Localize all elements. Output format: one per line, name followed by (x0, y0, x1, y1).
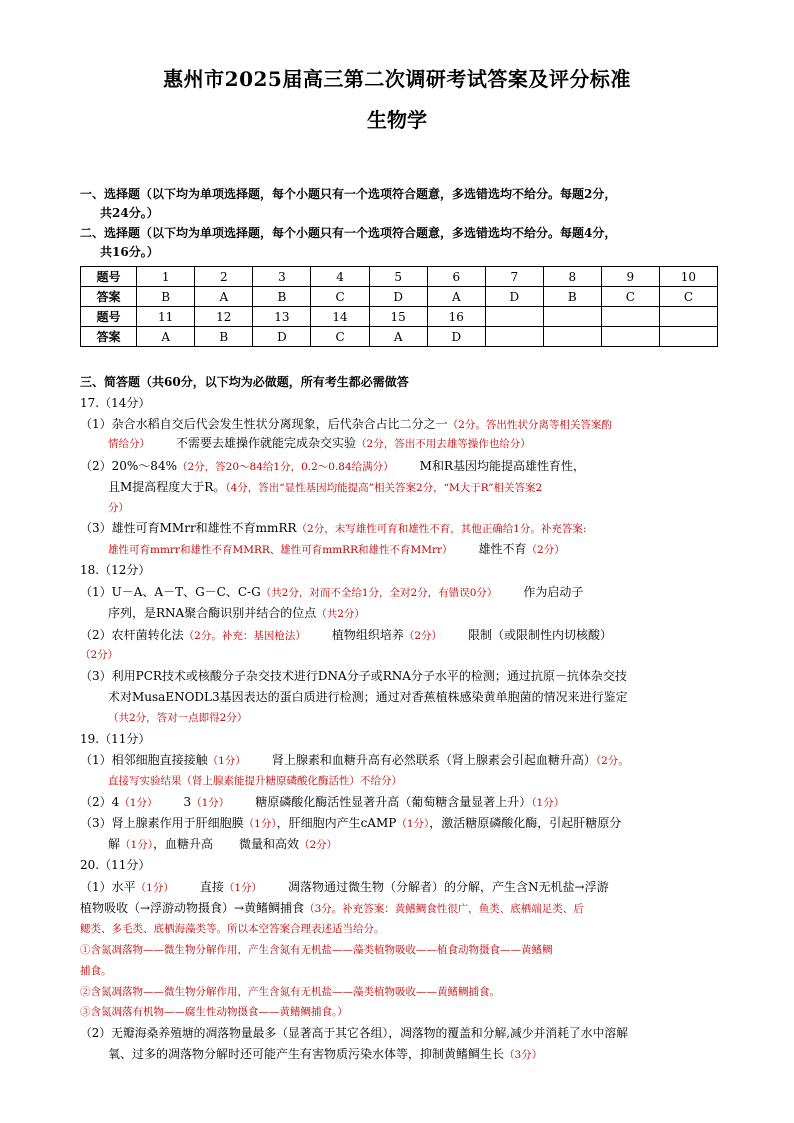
q17-part1-answer2: 不需要去雄操作就能完成杂交实验 (176, 436, 357, 450)
q20-part2-line2 (108, 1046, 753, 1063)
answer-table-cell: C (311, 287, 369, 307)
q19-part3-answer2: 微量和高效 (238, 837, 299, 851)
q18-part1-line2 (108, 605, 753, 622)
q18-part3-line3 (108, 709, 753, 726)
q19-part2-answer3: 糖原磷酸化酶活性显著升高（葡萄糖含量显著上升） (255, 795, 532, 809)
answer-table-cell (601, 327, 659, 347)
answer-table-row (81, 307, 718, 327)
answer-table-row (81, 327, 718, 347)
q19-part3-line2 (108, 836, 753, 853)
q17-part3-note: （2分，未写雄性可育和雄性不育，其他正确给1分。补充答案: (296, 523, 587, 535)
section-1-text: 一、选择题（以下均为单项选择题，每个小题只有一个选项符合题意，多选错选均不给分。每题2分， (80, 187, 617, 201)
answer-table-cell: D (369, 287, 427, 307)
answer-table-row (81, 267, 718, 287)
answer-table-cell (659, 307, 717, 327)
q20-part1-line1 (80, 879, 725, 896)
q20-part1-option1: ①含氮凋落物——微生物分解作用，产生含氮有无机盐——藻类植物吸收——植食动物摄食——黄鳍鲷 (80, 944, 553, 956)
answer-table-header-cell: 题号 (81, 307, 137, 327)
answer-table-cell: 1 (137, 267, 195, 287)
q18-part1-note2: （共2分） (316, 608, 365, 620)
answer-table-cell (543, 307, 601, 327)
q17-part2-note: （2分，答20～84给1分，0.2～0.84给满分） (176, 461, 394, 473)
q20-part1-line2 (80, 900, 725, 917)
q17-part1-answer: （1）杂合水稻自交后代会发生性状分离现象，后代杂合占比二分之一 (80, 417, 448, 431)
section-1-text-cont: 共24分。） (100, 206, 159, 220)
q19-part3-line1 (80, 815, 725, 832)
answer-table-cell: B (195, 327, 253, 347)
q19-part3-answer-cont: 解 (108, 837, 121, 851)
q19-part3-answer: （3）肾上腺素作用于肝细胞膜 (80, 816, 244, 830)
q19-part3-answer-mid: ，肝细胞内产生cAMP (276, 816, 397, 830)
subject-title: 生物学 (367, 108, 427, 132)
q17-part1-line2 (108, 435, 753, 452)
q17-part1-line1 (80, 416, 725, 433)
q19-part1-note2-cont: 直接写实验结果（肾上腺素能提升糖原磷酸化酶活性）不给分） (108, 775, 402, 787)
answer-table-cell (485, 307, 543, 327)
answer-table-cell: A (369, 327, 427, 347)
q19-part2-line1 (80, 794, 725, 811)
q19-part2-answer2: 3 (183, 795, 192, 809)
section-2-text-cont: 共16分。） (100, 245, 159, 259)
q17-part2-line2 (108, 479, 753, 496)
answer-table-cell: D (485, 287, 543, 307)
q18-part2-note: （2分。补充：基因枪法） (183, 630, 306, 642)
q20-part1-note-line2: 鳃类、多毛类、底栖海藻类等。所以本空答案合理表述适当给分。 (80, 923, 385, 935)
q18-part3-line2: 术对MusaENODL3基因表达的蛋白质进行检测；通过对香蕉植株感染黄单胞菌的情况来进行鉴定 (108, 690, 628, 704)
q18-part2-answer: （2）农杆菌转化法 (80, 628, 184, 642)
q19-part1-line1 (80, 752, 725, 769)
q19-part2-note: （1分） (119, 797, 158, 809)
q17-part2-answer2-cont: 且M提高程度大于R。 (108, 480, 226, 494)
answer-table-cell (485, 327, 543, 347)
q17-part3-line1 (80, 520, 725, 537)
q17-part2-note2-cont: 分） (108, 502, 129, 514)
answer-table-cell: 14 (311, 307, 369, 327)
answer-table-header-cell: 答案 (81, 287, 137, 307)
q19-part3-answer-mid2: ，血糖升高 (152, 837, 213, 851)
answer-table-cell: 5 (369, 267, 427, 287)
answer-table-cell: B (137, 287, 195, 307)
q20-heading: 20.（11分） (80, 858, 151, 872)
q18-part2-note2: （2分） (403, 630, 443, 642)
answer-table-cell: B (253, 287, 311, 307)
q18-part2-answer2: 植物组织培养 (331, 628, 404, 642)
q20-part1-note2: （1分） (223, 882, 263, 894)
q18-part1-note: （共2分，对而不全给1分，全对2分，有错误0分） (260, 587, 498, 599)
answer-table-cell: 9 (601, 267, 659, 287)
q19-part1-note2: （2分。 (595, 755, 629, 767)
q18-part3-line1: （3）利用PCR技术或核酸分子杂交技术进行DNA分子或RNA分子水平的检测；通过抗原－抗体杂交技 (80, 669, 627, 683)
answer-table-cell: 15 (369, 307, 427, 327)
q20-part1-answer: （1）水平 (80, 880, 136, 894)
page-title: 惠州市2025届高三第二次调研考试答案及评分标准 (163, 67, 631, 91)
q20-part1-note: （1分） (135, 882, 174, 894)
q19-part1-answer: （1）相邻细胞直接接触 (80, 753, 208, 767)
answer-table-cell: 6 (427, 267, 485, 287)
answer-table-cell: 11 (137, 307, 195, 327)
q19-part2-note2: （1分） (191, 797, 230, 809)
q19-part2-note3: （1分） (531, 797, 565, 809)
answer-table-cell: A (137, 327, 195, 347)
q19-part3-note3: （1分） (120, 839, 153, 851)
q17-heading: 17.（14分） (80, 396, 151, 410)
q20-part2-note: （3分） (504, 1049, 543, 1061)
q17-part3-line2 (108, 541, 753, 558)
answer-table-header-cell: 答案 (81, 327, 137, 347)
answer-table-cell (601, 307, 659, 327)
q17-part3-note-cont: 雄性可育mmrr和雄性不育MMRR、雄性可育mmRR和雄性不育MMrr） (108, 544, 453, 556)
q19-part1-note: （1分） (207, 755, 246, 767)
answer-table-row (81, 287, 718, 307)
q20-part1-note3: （3分。补充答案：黄鳍鲷食性很广，鱼类、底栖端足类、后 (304, 903, 584, 915)
answer-table-cell: 3 (253, 267, 311, 287)
answer-table-cell (543, 327, 601, 347)
q20-part2-answer-cont: 氧、过多的凋落物分解时还可能产生有害物质污染水体等，抑制黄鳍鲷生长 (108, 1047, 505, 1061)
q19-part3-note: （1分） (243, 818, 277, 830)
q19-part1-line2 (108, 772, 753, 789)
q18-part2-note3: （2分） (80, 649, 119, 661)
answer-table-cell: 2 (195, 267, 253, 287)
q18-part1-answer: （1）U－A、A－T、G－C、C-G (80, 585, 261, 599)
q20-part1-answer3-cont: 植物吸收（→浮游动物摄食）→黄鳍鲷捕食 (80, 901, 305, 915)
answer-table-cell: C (311, 327, 369, 347)
q17-part3-score2: （2分） (526, 544, 565, 556)
answer-table-cell: 8 (543, 267, 601, 287)
answer-table-cell: 4 (311, 267, 369, 287)
q17-part3-answer2: 雄性不育 (478, 542, 527, 556)
q17-part2-answer2: M和R基因均能提高雄性育性， (419, 459, 585, 473)
answer-table-cell: C (601, 287, 659, 307)
answer-table (80, 266, 718, 347)
q18-part1-line1 (80, 584, 725, 601)
q19-part2-answer: （2）4 (80, 795, 120, 809)
q18-part1-answer2-cont: 序列，是RNA聚合酶识别并结合的位点 (108, 606, 317, 620)
q20-part1-option2: ②含氮凋落物——微生物分解作用，产生含氮有无机盐——藻类植物吸收——黄鳍鲷捕食。 (80, 986, 500, 998)
q18-part3-note: （共2分，答对一点即得2分） (108, 712, 248, 724)
q19-heading: 19.（11分） (80, 732, 151, 746)
answer-table-cell: B (543, 287, 601, 307)
answer-table-cell: 10 (659, 267, 717, 287)
q19-part3-answer-tail: ，激活糖原磷酸化酶，引起肝糖原分 (429, 816, 622, 830)
q17-part2-answer: （2）20%～84% (80, 459, 177, 473)
q19-part3-note4: （2分） (298, 839, 338, 851)
q17-part2-line1 (80, 458, 725, 475)
q17-part2-line3 (108, 499, 753, 516)
section-3-heading: 三、简答题（共60分，以下均为必做题，所有考生都必需做答 (80, 375, 409, 389)
q17-part1-score2: （2分，答出不用去雄等操作也给分） (356, 438, 531, 450)
q18-part2-answer3: 限制（或限制性内切核酸） (468, 628, 613, 642)
q17-part2-note2: （4分，答出“显性基因均能提高”相关答案2分，“M大于R”相关答案2 (225, 482, 543, 494)
q17-part3-answer: （3）雄性可育MMrr和雄性不育mmRR (80, 521, 297, 535)
q19-part3-note2: （1分） (396, 818, 430, 830)
q17-part1-note: （2分。答出性状分离等相关答案酌 (447, 419, 612, 431)
answer-table-cell: A (195, 287, 253, 307)
answer-table-cell: 13 (253, 307, 311, 327)
answer-table-cell: D (253, 327, 311, 347)
answer-table-cell: D (427, 327, 485, 347)
q17-part1-note-cont: 情给分） (108, 438, 150, 450)
q18-part2-line2 (80, 646, 725, 663)
answer-table-header-cell: 题号 (81, 267, 137, 287)
answer-table-cell (659, 327, 717, 347)
q18-heading: 18.（12分） (80, 563, 151, 577)
q20-part1-answer2: 直接 (199, 880, 224, 894)
section-2-text: 二、选择题（以下均为单项选择题，每个小题只有一个选项符合题意，多选错选均不给分。每题4分， (80, 226, 617, 240)
answer-table-cell: 7 (485, 267, 543, 287)
q19-part1-answer2: 肾上腺素和血糖升高有必然联系（肾上腺素会引起血糖升高） (271, 753, 596, 767)
answer-table-cell: C (659, 287, 717, 307)
q20-part1-option1-cont: 捕食。 (80, 965, 112, 977)
q18-part1-answer2: 作为启动子 (523, 585, 584, 599)
answer-table-cell: 16 (427, 307, 485, 327)
answer-table-cell: 12 (195, 307, 253, 327)
q18-part2-line1 (80, 627, 725, 644)
q20-part1-answer3: 凋落物通过微生物（分解者）的分解，产生含N无机盐→浮游 (288, 880, 609, 894)
q20-part1-option3: ③含氮凋落有机物——腐生性动物摄食——黄鳍鲷捕食。） (80, 1006, 348, 1018)
q20-part2-line1: （2）无瓣海桑养殖塘的凋落物量最多（显著高于其它各组），凋落物的覆盖和分解,减少并消耗了水中溶解 (80, 1026, 629, 1040)
answer-table-cell: A (427, 287, 485, 307)
